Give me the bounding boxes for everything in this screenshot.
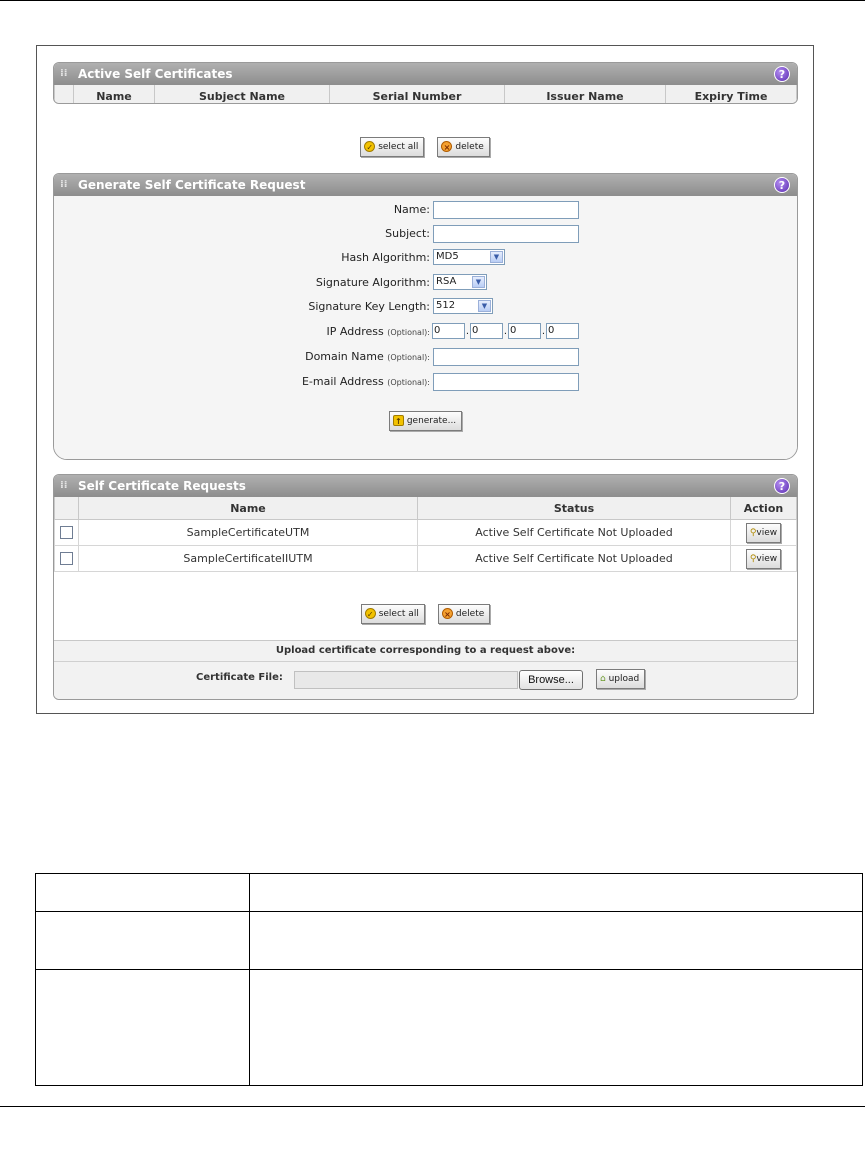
browse-button[interactable]: Browse... (519, 670, 583, 690)
description-table (35, 873, 863, 1086)
ip-row (54, 323, 797, 343)
grip-icon: ⁞⁞ (60, 480, 68, 491)
generate-request-titlebar (54, 174, 797, 196)
chevron-down-icon: ▼ (472, 276, 485, 288)
email-row (54, 373, 797, 393)
upload-icon: ⌂ (600, 674, 606, 684)
table-row (55, 520, 797, 546)
key-length-value: 512 (436, 300, 456, 311)
active-certificates-titlebar (54, 63, 797, 85)
certificate-file-label: Certificate File: (196, 672, 283, 683)
key-length-select[interactable] (433, 298, 493, 314)
column-status: Status (418, 497, 731, 520)
hash-algorithm-select[interactable] (433, 249, 505, 265)
name-input[interactable] (433, 201, 579, 219)
email-address-input[interactable] (433, 373, 579, 391)
view-button[interactable]: ⚲view (746, 549, 781, 569)
column-serial-number: Serial Number (330, 85, 505, 104)
active-actions (37, 136, 813, 157)
help-icon[interactable]: ? (774, 66, 790, 82)
ip-label: IP Address (Optional): (326, 325, 430, 338)
screenshot-frame (36, 45, 814, 714)
upload-button[interactable]: ⌂ upload (596, 669, 645, 689)
domain-name-input[interactable] (433, 348, 579, 366)
column-name: Name (79, 497, 418, 520)
keylen-label: Signature Key Length: (308, 300, 430, 313)
ip-octet-1[interactable]: 0 (432, 323, 465, 339)
sigalg-row (54, 274, 797, 294)
check-icon: ✓ (364, 141, 375, 152)
name-label: Name: (393, 203, 430, 216)
delete-button[interactable]: × delete (438, 604, 490, 624)
ip-octet-3[interactable]: 0 (508, 323, 541, 339)
active-certificates-table (54, 85, 797, 104)
column-issuer-name: Issuer Name (505, 85, 666, 104)
requests-actions (54, 603, 797, 624)
signature-algorithm-select[interactable] (433, 274, 487, 290)
column-name: Name (74, 85, 155, 104)
select-column-header (55, 497, 79, 520)
request-status: Active Self Certificate Not Uploaded (418, 520, 731, 546)
active-certificates-panel (53, 62, 798, 104)
subject-label: Subject: (385, 227, 430, 240)
doc-cell (250, 912, 863, 970)
ip-octet-4[interactable]: 0 (546, 323, 579, 339)
column-subject-name: Subject Name (155, 85, 330, 104)
domain-row (54, 348, 797, 368)
doc-cell (36, 912, 250, 970)
generate-request-title: Generate Self Certificate Request (78, 178, 306, 192)
page-top-rule (0, 0, 865, 1)
certificate-requests-panel (53, 474, 798, 700)
view-button[interactable]: ⚲view (746, 523, 781, 543)
hash-algorithm-value: MD5 (436, 251, 459, 262)
request-name: SampleCertificateUTM (79, 520, 418, 546)
row-checkbox[interactable] (60, 526, 73, 539)
certificate-requests-table (54, 497, 797, 572)
request-status: Active Self Certificate Not Uploaded (418, 546, 731, 572)
check-icon: ✓ (365, 608, 376, 619)
generate-button[interactable]: ↑ generate... (389, 411, 462, 431)
doc-cell (36, 970, 250, 1086)
ip-address-fields: 0 . 0 . 0 . 0 (432, 323, 579, 341)
request-name: SampleCertificateIIUTM (79, 546, 418, 572)
signature-algorithm-value: RSA (436, 276, 457, 287)
doc-header-cell-1 (36, 874, 250, 912)
generate-actions (54, 410, 797, 431)
help-icon[interactable]: ? (774, 478, 790, 494)
chevron-down-icon: ▼ (490, 251, 503, 263)
ip-octet-2[interactable]: 0 (470, 323, 503, 339)
column-action: Action (731, 497, 797, 520)
generate-form (54, 196, 797, 460)
generate-request-panel (53, 173, 798, 460)
select-all-button[interactable]: ✓ select all (360, 137, 424, 157)
email-label: E-mail Address (Optional): (301, 375, 430, 388)
column-expiry-time: Expiry Time (666, 85, 797, 104)
hash-row (54, 249, 797, 269)
help-icon[interactable]: ? (774, 177, 790, 193)
doc-header-cell-2 (250, 874, 863, 912)
select-column-header (55, 85, 74, 104)
magnifier-icon: ⚲ (749, 553, 757, 564)
hash-label: Hash Algorithm: (341, 251, 430, 264)
name-row (54, 201, 797, 221)
magnifier-icon: ⚲ (749, 527, 757, 538)
grip-icon: ⁞⁞ (60, 179, 68, 190)
row-checkbox[interactable] (60, 552, 73, 565)
x-circle-icon: × (441, 141, 452, 152)
chevron-down-icon: ▼ (478, 300, 491, 312)
table-row (55, 546, 797, 572)
subject-input[interactable] (433, 225, 579, 243)
x-circle-icon: × (442, 608, 453, 619)
generate-icon: ↑ (393, 415, 404, 426)
upload-heading: Upload certificate corresponding to a request above: (54, 641, 797, 662)
doc-cell (250, 970, 863, 1086)
delete-button[interactable]: × delete (437, 137, 489, 157)
select-all-button[interactable]: ✓ select all (361, 604, 425, 624)
certificate-requests-titlebar (54, 475, 797, 497)
upload-section (54, 640, 797, 699)
certificate-requests-title: Self Certificate Requests (78, 479, 246, 493)
page-bottom-rule (0, 1106, 865, 1107)
domain-label: Domain Name (Optional): (305, 350, 430, 363)
sigalg-label: Signature Algorithm: (315, 276, 430, 289)
active-certificates-title: Active Self Certificates (78, 67, 233, 81)
keylen-row (54, 298, 797, 318)
subject-row (54, 225, 797, 245)
certificate-file-input[interactable] (294, 671, 518, 689)
grip-icon: ⁞⁞ (60, 68, 68, 79)
